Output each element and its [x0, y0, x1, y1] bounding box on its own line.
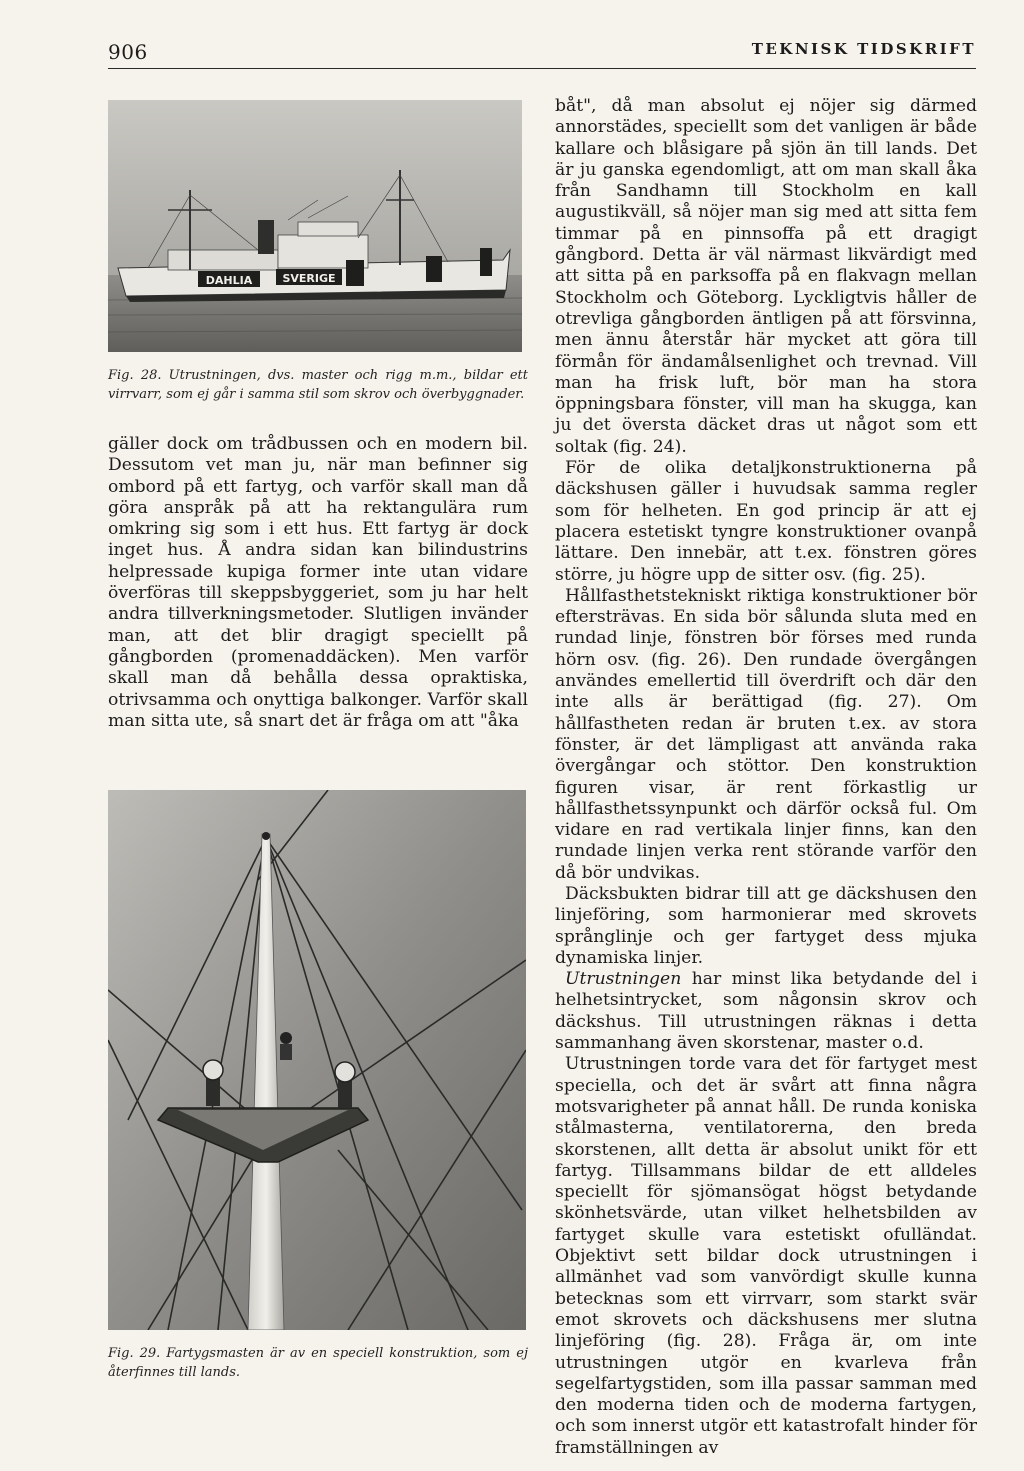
right-column — [555, 96, 977, 1459]
right-paragraph-6: Utrustningen torde vara det för fartyget mest speciella, och det är svårt att finna några motsvarigheter på annat håll. De runda koniska stålmasterna, ventilatorerna, den breda skorstenen, allt detta är absolut unikt för ett fartyg. Tillsammans bildar de ett alldeles speciellt för sjömansögat högst betydande skönhetsvärde, utan vilket helhetsbilden av fartyget skulle vara estetiskt ofulländat. Objektivt sett bildar dock utrustningen i allmänhet vad som vanvördigt skulle kunna betecknas som ett virrvarr, som starkt svär emot skrovets och däckshusens mer slutna linjeföring (fig. 28). Fråga är, om inte utrustningen utgör en kvarleva från segelfartygstiden, som illa passar samman med den moderna tiden och de moderna fartygen, och som innerst utgör ett katastrofalt hinder för framställningen av — [555, 1054, 977, 1458]
right-paragraph-1: båt", då man absolut ej nöjer sig därmed annorstädes, speciellt som det vanligen är både kallare och blåsigare på sjön än till lands. Det är ju ganska egendomligt, att om man skall åka från Sandhamn till Stockholm en kall augustikväll, så nöjer man sig med att sitta fem timmar på en pinnsoffa på ett dragigt gångbord. Detta är väl närmast likvärdigt med att sitta på en parksoffa på en flakvagn mellan Stockholm och Göteborg. Lyckligtvis håller de otrevliga gångborden äntligen på att försvinna, men ännu återstår här mycket att göra till förmån för ändamålsenlighet och trevnad. Vill man ha frisk luft, bör man ha stora öppningsbara fönster, vill man ha skugga, kan ju det översta däcket dras ut något som ett soltak (fig. 24). — [555, 96, 977, 457]
left-column — [108, 100, 528, 1382]
italic-term: Utrustningen — [565, 969, 682, 990]
left-paragraph: gäller dock om trådbussen och en modern bil. Dessutom vet man ju, när man befinner sig ombord på ett fartyg, och varför skall man då göra anspråk på att ha rektangulära rum omkring sig som i ett hus. Ett fartyg är dock inget hus. Å andra sidan kan bilindustrins helpressade kupiga former inte utan vidare överföras till skeppsbyggeriet, som ju har helt andra tillverkningsmetoder. Slutligen invänder man, att det blir dragigt speciellt på gångborden (promenaddäcken). Men varför skall man då behålla dessa opraktiska, otrivsamma och onyttiga balkonger. Varför skall man sitta ute, så snart det är fråga om att "åka — [108, 434, 528, 731]
journal-title: TEKNISK TIDSKRIFT — [751, 40, 976, 58]
right-paragraph-5 — [555, 969, 977, 1054]
figure-29-photo — [108, 790, 526, 1330]
header-rule — [108, 68, 976, 69]
right-paragraph-2: För de olika detaljkonstruktionerna på däckshusen gäller i huvudsak samma regler som för helheten. En god princip är att ej placera estetiskt tyngre konstruktioner ovanpå lättare. Den innebär, att t.ex. fönstren göres större, ju högre upp de sitter osv. (fig. 25). — [555, 458, 977, 585]
figure-28-photo — [108, 100, 522, 352]
mast-illustration — [108, 790, 526, 1330]
right-paragraph-5-rest: har minst lika betydande del i helhetsintrycket, som någonsin skrov och däckshus. Till utrustningen räknas i detta sammanhang även skorstenar, master o.d. — [555, 969, 977, 1054]
right-paragraph-3: Hållfasthetstekniskt riktiga konstruktioner bör eftersträvas. En sida bör sålunda sluta med en rundad linje, fönstren bör förses med runda hörn osv. (fig. 26). Den rundade övergången användes emellertid till överdrift och där den inte alls är berättigad (fig. 27). Om hållfastheten redan är bruten t.ex. av stora fönster, är det lämpligast att använda raka övergångar och stöttor. Den konstruktion figuren visar, är rent förkastlig ur hållfasthetssynpunkt och därför också ful. Om vidare en rad vertikala linjer finns, kan den rundade linjen verka rent störande varför den då bör undvikas. — [555, 585, 977, 883]
ship-illustration — [108, 100, 522, 352]
hull-text-right: SVERIGE — [282, 272, 336, 285]
figure-28-caption: Fig. 28. Utrustningen, dvs. master och rigg m.m., bildar ett virrvarr, som ej går i samma stil som skrov och överbyggnader. — [108, 368, 528, 402]
page-number: 906 — [108, 40, 148, 64]
figure-29-caption: Fig. 29. Fartygsmasten är av en speciell konstruktion, som ej återfinnes till lands. — [108, 1346, 528, 1381]
hull-text-left: DAHLIA — [205, 274, 253, 287]
right-paragraph-4: Däcksbukten bidrar till att ge däckshusen den linjeföring, som harmonierar med skrovets språnglinje och ger fartyget dess mjuka dynamiska linjer. — [555, 883, 977, 968]
left-body-text — [108, 434, 528, 732]
